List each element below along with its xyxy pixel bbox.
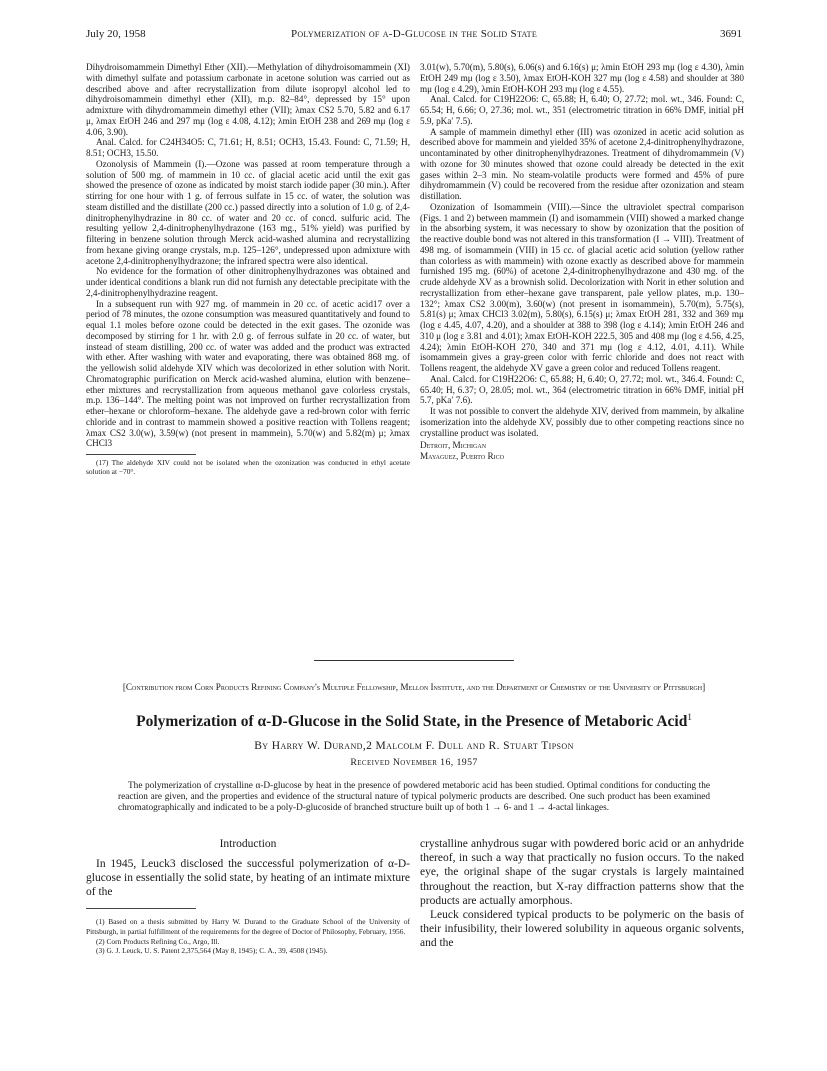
paragraph: Leuck considered typical products to be polymeric on the basis of their infusibility, their lowered solubility in aqueous organic solvents, and the [420,909,744,950]
footnote-rule [86,454,196,455]
paragraph: crystalline anhydrous sugar with powdered boric acid or an anhydride thereof, in such a way that practically no fusion occurs. To the naked eye, the original shape of the sugar crystals is largely maintained throughout the reaction, but X-ray diffraction patterns show that the products are actually amorphous. [420,838,744,907]
article-authors: By Harry W. Durand,2 Malcolm F. Dull and R. Stuart Tipson [254,740,574,752]
address-line: Mayaguez, Puerto Rico [420,451,504,462]
introduction-right [420,837,744,951]
paragraph: In 1945, Leuck3 disclosed the successful polymerization of α-D-glucose in essentially the solid state, by heating of an intimate mixture of the [86,858,410,899]
footnote: (17) The aldehyde XIV could not be isolated when the ozonization was conducted in ethyl acetate solution at −70°. [86,458,410,477]
paragraph: 3.01(w), 5.70(m), 5.80(s), 6.06(s) and 6.16(s) μ; λmin EtOH 293 mμ (log ε 4.30), λmin EtOH 249 mμ (log ε 3.50), λmax EtOH-KOH 327 mμ (log ε 4.58) and shoulder at 380 mμ (log ε 4.29), λmin EtOH-KOH 293 mμ (log ε 4.55). [420,62,744,94]
right-column [420,62,744,462]
contribution-note: [Contribution from Corn Products Refining Company's Multiple Fellowship, Mellon Institute, and the Department of Chemistry of the University of Pittsburgh] [122,682,706,692]
footnote: (2) Corn Products Refining Co., Argo, Ill. [96,936,220,946]
paragraph: It was not possible to convert the aldehyde XIV, derived from mammein, by alkaline isomerization into the aldehyde XV, possibly due to other competing reactions since no crystalline product was isolated. [420,406,744,438]
footnote: (1) Based on a thesis submitted by Harry W. Durand to the Graduate School of the University of Pittsburgh, in partial fulfillment of the requirements for the degree of Doctor of Philosophy, February, 1956. [86,917,410,936]
footnote: (3) G. J. Leuck, U. S. Patent 2,375,564 (May 8, 1945); C. A., 39, 4508 (1945). [96,946,328,956]
title-footnote-ref: 1 [687,712,692,722]
paragraph: Anal. Calcd. for C24H34O5: C, 71.61; H, 8.51; OCH3, 15.43. Found: C, 71.59; H, 8.51; OCH3, 15.50. [86,137,410,158]
footnote-rule [86,908,196,909]
author-address [420,440,744,462]
address-line: Detroit, Michigan [420,440,487,451]
header-page-number: 3691 [720,28,742,40]
header-running-title: Polymerization of α-D-Glucose in the Solid State [290,28,538,40]
header-date: July 20, 1958 [86,28,146,40]
introduction-left [86,857,410,900]
paragraph: Ozonization of Isomammein (VIII).—Since the ultraviolet spectral comparison (Figs. 1 and 2) between mammein (I) and isomammein (VIII) showed a marked change in the absorbing system, it was necessary to show by ozonization that the position of the reactive double bond was not altered in this transformation (I → VIII). Treatment of 498 mg. of isomammein (VIII) in 15 cc. of glacial acetic acid solution (yellow rather than colorless as with mammein) with ozone exactly as described above for mammein furnished 195 mg. (60%) of acetone 2,4-dinitrophenylhydrazone and 430 mg. of the crude aldehyde XV as a brownish solid. Decolorization with Norit in ether solution and recrystallization from ether–hexane gave transparent, pale yellow plates, m.p. 130–132°; λmax CS2 3.00(m), 3.60(w) (not present in isomammein), 5.70(m), 5.75(s), 5.81(s) μ; λmax CHCl3 3.02(m), 5.80(s), 6.15(s) μ; λmax EtOH 281, 332 and 369 mμ (log ε 4.45, 4.07, 4.20), and a shoulder at 388 to 398 (log ε 4.14); λmin EtOH 246 and 310 μ (log ε 3.81 and 4.01); λmax EtOH-KOH 222.5, 305 and 408 mμ (log ε 4.56, 4.25, 4.24); λmin EtOH-KOH 270, 340 and 371 mμ (log ε 4.12, 4.01, 4.11). While isomammein gives a gray-green color with ferric chloride and does not react with Tollens reagent, the aldehyde XV gave a green color and reduced Tollens reagent. [420,201,744,373]
paragraph: Dihydroisomammein Dimethyl Ether (XII).—Methylation of dihydroisomammein (XI) with dimethyl sulfate and potassium carbonate in acetone solution was carried out as described above and after recrystallization from dilute isopropyl alcohol led to dihydroisomammein dimethyl ether (XII), m.p. 82–84°, depressed by 15° upon admixture with dihydromammein dimethyl ether (VII); λmax CS2 5.70, 5.82 and 6.17 μ, λmax EtOH 246 and 297 mμ (log ε 4.08, 4.12); λmin EtOH 238 and 269 mμ (log ε 4.06, 3.90). [86,62,410,137]
paragraph: Anal. Calcd. for C19H22O6: C, 65.88; H, 6.40; O, 27.72; mol. wt., 346.4. Found: C, 65.40; H, 6.37; O, 28.05; mol. wt., 364 (electrometric titration in 66% DMF, initial pH 5.7, pKa′ 7.6). [420,373,744,406]
article-abstract: The polymerization of crystalline α-D-glucose by heat in the presence of powdered metaboric acid has been studied. Optimal conditions for conducting the reaction are given, and the properties and evidence of the structural nature of typical polymeric products are described. One such product has been examined chromatographically and indicated to be a poly-D-glucoside of branched structure built up of both 1 → 6- and 1 → 4-actal linkages. [118,781,710,813]
article-title [86,712,742,731]
section-divider [314,660,514,661]
running-header [86,28,742,44]
introduction-heading: Introduction [219,838,277,850]
received-date: Received November 16, 1957 [350,757,478,768]
paragraph: Anal. Calcd. for C19H22O6: C, 65.88; H, 6.40; O, 27.72; mol. wt., 346. Found: C, 65.54; H, 6.66; O, 27.36; mol. wt., 351 (electrometric titration in 66% DMF, initial pH 5.9, pKa′ 7.5). [420,94,744,126]
paragraph: A sample of mammein dimethyl ether (III) was ozonized in acetic acid solution as described above for mammein and yielded 35% of acetone 2,4-dinitrophenylhydrazone, uncontaminated by other dinitrophenylhydrazones. Treatment of dihydromammein (V) with ozone for 30 minutes showed that ozone could already be detected in the exit gases within 2–3 min. No steam-volatile products were formed and 45% of pure dihydromammein (V) could be recovered from the residue after ozonization and steam distillation. [420,126,744,201]
article-title-text: Polymerization of α-D-Glucose in the Solid State, in the Presence of Metaboric Acid [136,713,688,731]
left-column [86,62,410,476]
paragraph: Ozonolysis of Mammein (I).—Ozone was passed at room temperature through a solution of 500 mg. of mammein in 10 cc. of glacial acetic acid until the exit gas showed the presence of ozone as indicated by moist starch iodide paper (30 min.). After stirring for one hour with 1 g. of ferrous sulfate in 15 cc. of water, the solution was steam distilled and the distillate (200 cc.) passed directly into a solution of 1.0 g. of 2,4-dinitrophenylhydrazine in 80 cc. of water and 20 cc. of concd. sulfuric acid. The resulting yellow 2,4-dinitrophenylhydrazone (163 mg., 51% yield) was purified by filtering in benzene solution through Merck acid-washed alumina and recrystallizing from hexane giving orange crystals, m.p. 125–126°, undepressed upon admixture with acetone 2,4-dinitrophenylhydrazone; the infrared spectra were also identical. [86,158,410,266]
article-footnotes [86,917,410,956]
paragraph: No evidence for the formation of other dinitrophenylhydrazones was obtained and under identical conditions a blank run did not furnish any detectable precipitate with the 2,4-dinitrophenylhydrazine reagent. [86,266,410,298]
paragraph: In a subsequent run with 927 mg. of mammein in 20 cc. of acetic acid17 over a period of 78 minutes, the ozone consumption was measured quantitatively and found to equal 1.1 moles before ozone could be detected in the exit gases. The ozonide was decomposed by stirring for 1 hr. with 2.0 g. of ferrous sulfate in 20 cc. of water, but instead of steam distilling, 200 cc. of water was added and the product was extracted with ether. After washing with water and evaporating, there was obtained 868 mg. of the yellowish solid aldehyde XIV which was decolorized in ether solution with Norit. Chromatographic purification on Merck acid-washed alumina, elution with benzene–ether mixtures and recrystallization from aqueous methanol gave colorless crystals, m.p. 136–144°. The melting point was not improved on further recrystallization from ether–hexane or chloroform–hexane. The aldehyde gave a red-brown color with ferric chloride and in contrast to mammein showed a positive reaction with Tollens reagent; λmax CS2 3.0(w), 3.59(w) (not present in mammein), 5.70(w) and 5.82(m) μ; λmax CHCl3 [86,298,410,449]
footnote-block [86,458,410,476]
